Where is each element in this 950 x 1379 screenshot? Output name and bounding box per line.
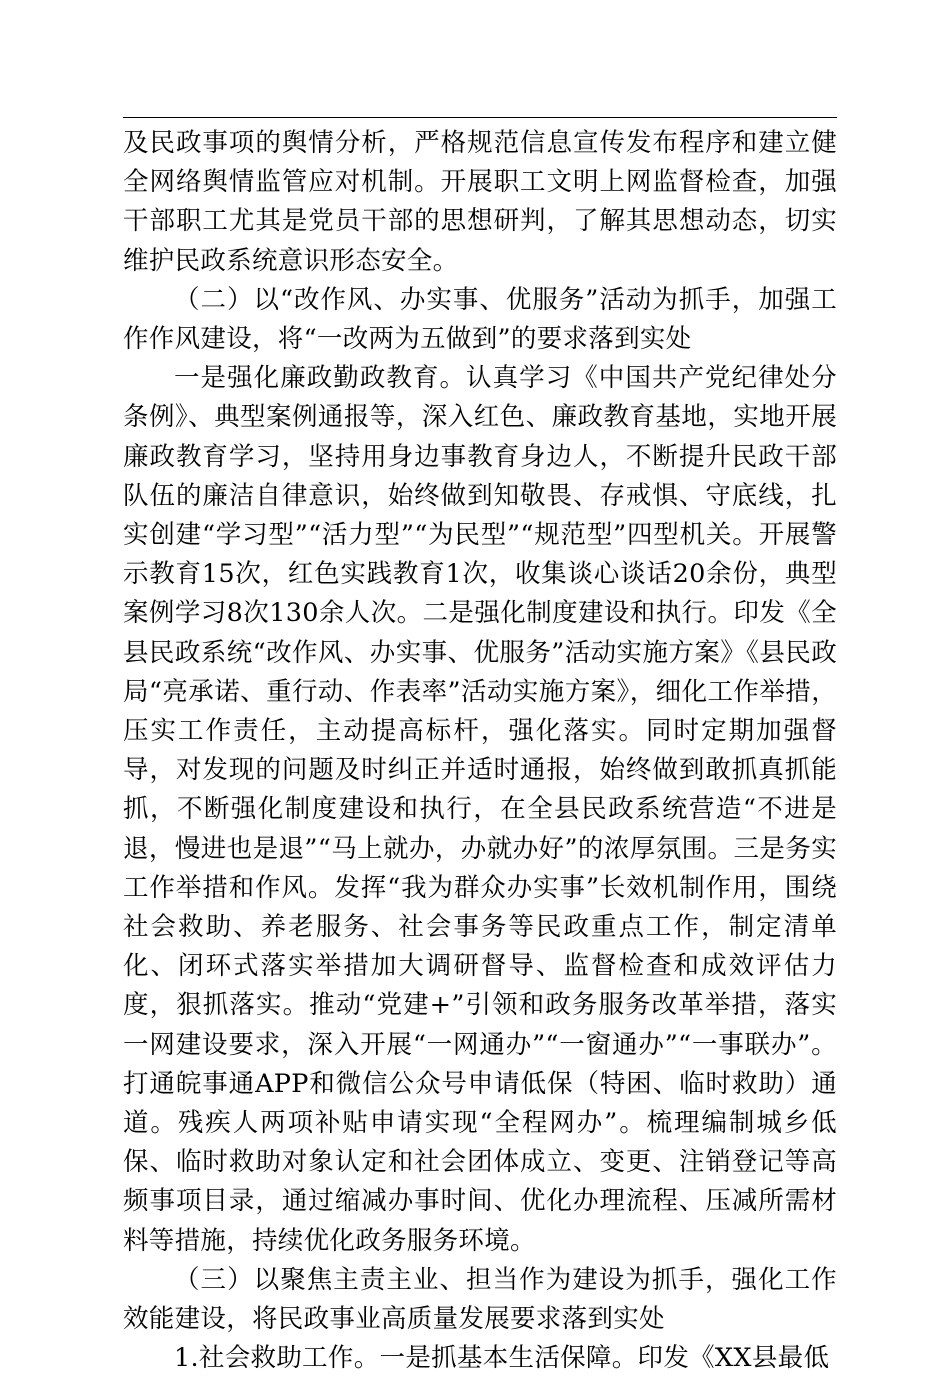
document-body: [123, 124, 837, 1379]
paragraph-social-assistance: 1.社会救助工作。一是抓基本生活保障。印发《XX县最低: [174, 1343, 830, 1374]
paragraph-public-opinion: 及民政事项的舆情分析，严格规范信息宣传发布程序和建立健全网络舆情监管应对机制。开展职工文明上网监督检查，加强干部职工尤其是党员干部的思想研判，了解其思想动态，切实维护民政系统意识形态安全。: [123, 128, 837, 276]
header-rule: [123, 117, 837, 118]
paragraph-integrity-education: 一是强化廉政勤政教育。认真学习《中国共产党纪律处分条例》、典型案例通报等，深入红色、廉政教育基地，实地开展廉政教育学习，坚持用身边事教育身边人，不断提升民政干部队伍的廉洁自律意识，始终做到知敬畏、存戒惧、守底线，扎实创建“学习型”“活力型”“为民型”“规范型”四型机关。开展警示教育15次，红色实践教育1次，收集谈心谈话20余份，典型案例学习8次130余人次。二是强化制度建设和执行。印发《全县民政系统“改作风、办实事、优服务”活动实施方案》《县民政局“亮承诺、重行动、作表率”活动实施方案》，细化工作举措，压实工作责任，主动提高标杆，强化落实。同时定期加强督导，对发现的问题及时纠正并适时通报，始终做到敢抓真抓能抓，不断强化制度建设和执行，在全县民政系统营造“不进是退，慢进也是退”“马上就办，办就办好”的浓厚氛围。三是务实工作举措和作风。发挥“我为群众办实事”长效机制作用，围绕社会救助、养老服务、社会事务等民政重点工作，制定清单化、闭环式落实举措加大调研督导、监督检查和成效评估力度，狠抓落实。推动“党建+”引领和政务服务改革举措，落实一网建设要求，深入开展“一网通办”“一窗通办”“一事联办”。打通皖事通APP和微信公众号申请低保（特困、临时救助）通道。残疾人两项补贴申请实现“全程网办”。梳理编制城乡低保、临时救助对象认定和社会团体成立、变更、注销登记等高频事项目录，通过缩减办事时间、优化办理流程、压减所需材料等措施，持续优化政务服务环境。: [123, 363, 837, 1256]
section-heading-work-style: （二）以“改作风、办实事、优服务”活动为抓手，加强工作作风建设，将“一改两为五做到”的要求落到实处: [123, 284, 837, 355]
section-heading-work-efficiency: （三）以聚焦主责主业、担当作为建设为抓手，强化工作效能建设，将民政事业高质量发展要求落到实处: [123, 1264, 837, 1335]
